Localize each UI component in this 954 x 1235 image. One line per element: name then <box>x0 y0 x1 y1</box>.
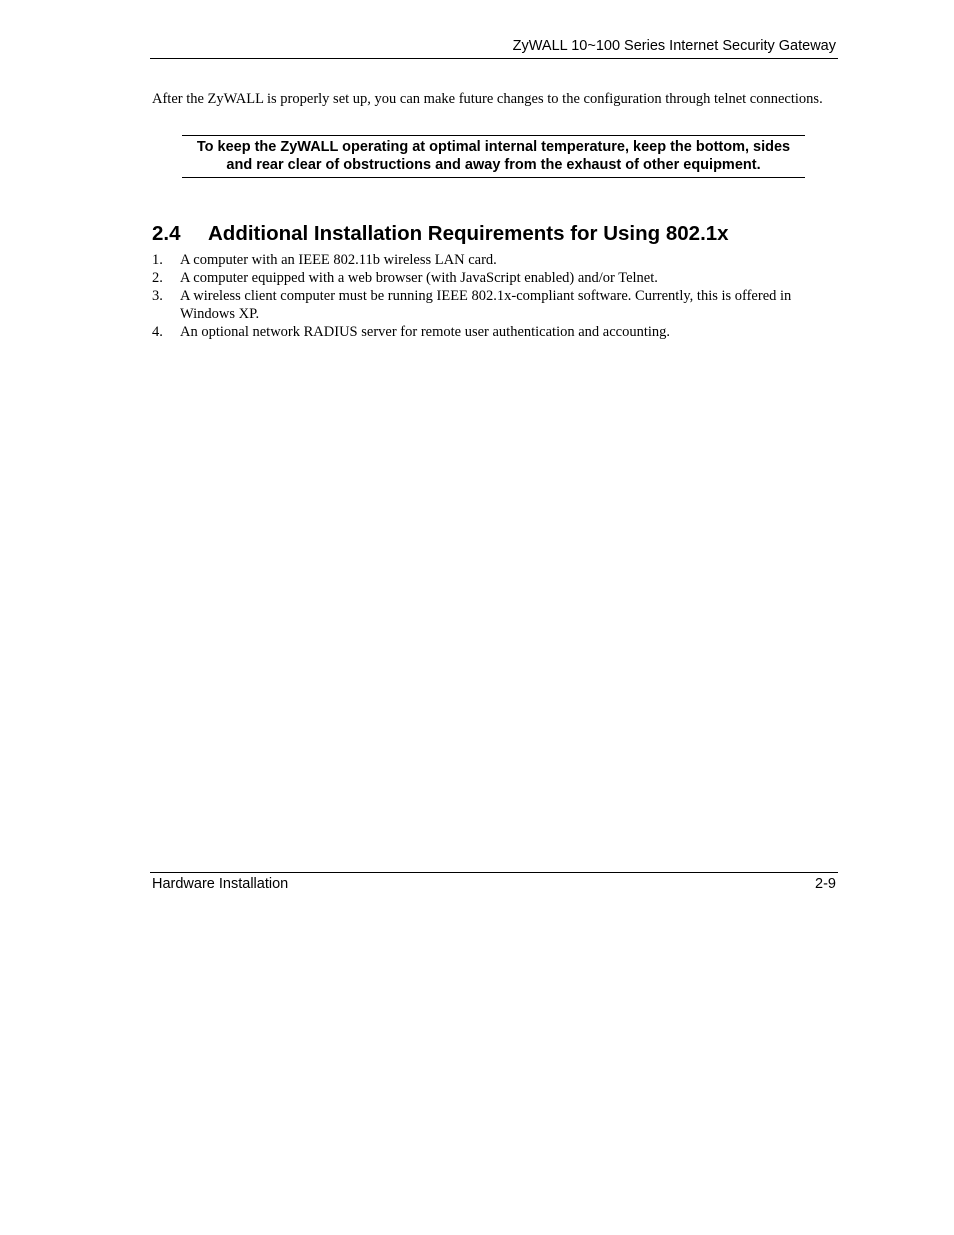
list-item-number: 2. <box>152 270 163 286</box>
note-box <box>182 135 805 178</box>
page-footer <box>150 872 838 897</box>
list-item-number: 1. <box>152 252 163 268</box>
page-header <box>150 36 838 59</box>
section-title: Additional Installation Requirements for Using 802.1x <box>208 222 729 245</box>
requirements-list <box>152 251 832 341</box>
list-item-number: 3. <box>152 288 163 304</box>
list-item-text: A computer equipped with a web browser (with JavaScript enabled) and/or Telnet. <box>180 270 658 286</box>
footer-chapter: Hardware Installation <box>152 876 289 892</box>
section-number: 2.4 <box>152 222 181 245</box>
list-item-text: An optional network RADIUS server for remote user authentication and accounting. <box>180 324 671 340</box>
footer-page-number: 2-9 <box>815 876 836 892</box>
header-title: ZyWALL 10~100 Series Internet Security Gateway <box>512 38 836 54</box>
section-heading <box>152 220 729 248</box>
list-item <box>152 251 832 269</box>
intro-paragraph: After the ZyWALL is properly set up, you can make future changes to the configuration through telnet connections. <box>152 91 823 107</box>
list-item <box>152 323 832 341</box>
list-item-text: A computer with an IEEE 802.11b wireless LAN card. <box>180 252 497 268</box>
note-text: To keep the ZyWALL operating at optimal internal temperature, keep the bottom, sides and rear clear of obstructions and away from the exhaust of other equipment. <box>196 139 791 173</box>
list-item-number: 4. <box>152 324 163 340</box>
list-item <box>152 269 832 287</box>
list-item <box>152 287 832 323</box>
list-item-text: A wireless client computer must be running IEEE 802.1x-compliant software. Currently, this is offered in Windows XP. <box>180 288 792 322</box>
